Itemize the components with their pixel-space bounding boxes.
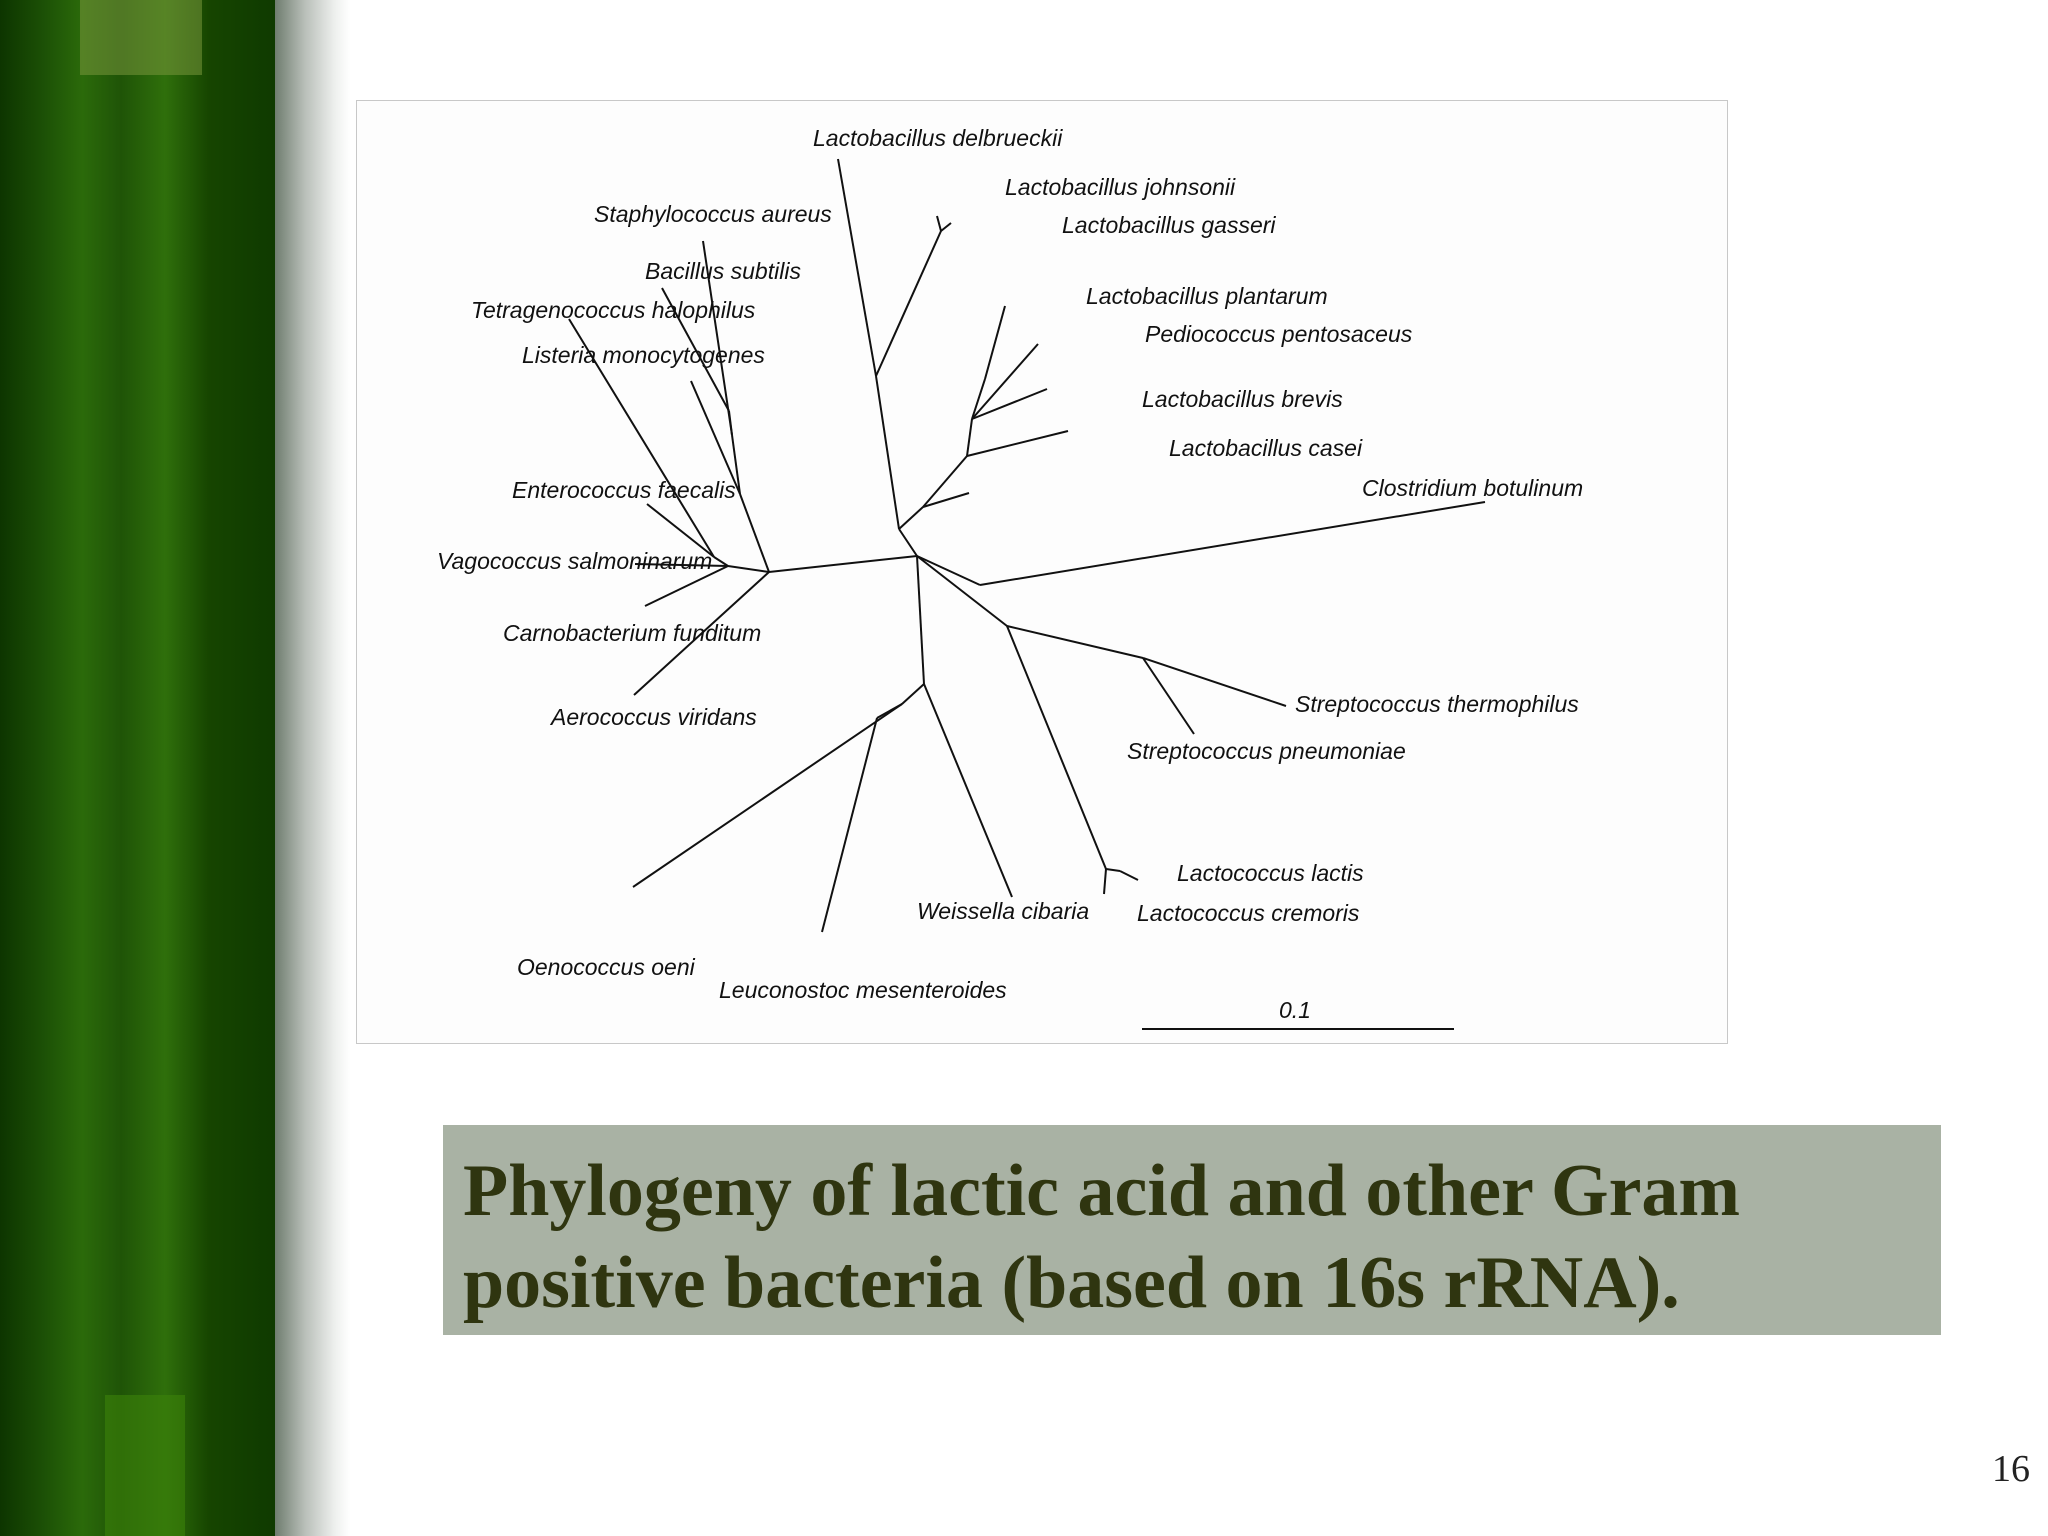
taxon-label: Lactobacillus brevis [1142, 386, 1343, 412]
branch [1007, 626, 1106, 869]
branch [924, 684, 1012, 897]
phylogenetic-tree-svg [357, 101, 1727, 1043]
taxon-label: Lactobacillus johnsonii [1005, 174, 1236, 200]
taxon-label: Staphylococcus aureus [594, 201, 832, 227]
branch [838, 159, 876, 376]
taxon-label: Leuconostoc mesenteroides [719, 977, 1007, 1003]
branch [937, 216, 941, 231]
branch [899, 529, 917, 556]
taxon-label: Listeria monocytogenes [522, 342, 765, 368]
taxon-label: Streptococcus thermophilus [1295, 691, 1579, 717]
branch [902, 684, 924, 704]
taxon-label: Clostridium botulinum [1362, 475, 1584, 501]
branch [917, 556, 1007, 626]
taxon-label: Vagococcus salmoninarum [437, 548, 713, 574]
slide-caption: Phylogeny of lactic acid and other Gram positive bacteria (based on 16s rRNA). [463, 1150, 1741, 1324]
branch [728, 566, 769, 572]
branch [714, 557, 728, 566]
taxon-label: Lactobacillus casei [1169, 435, 1363, 461]
taxon-label: Tetragenococcus halophilus [471, 297, 756, 323]
taxon-label: Carnobacterium funditum [503, 620, 762, 646]
branch [967, 431, 1068, 456]
taxon-label: Lactobacillus plantarum [1086, 283, 1328, 309]
branch [980, 502, 1485, 585]
decorative-shadow-gradient [275, 0, 350, 1536]
caption-box [443, 1125, 1941, 1335]
branch [740, 494, 769, 572]
branch [633, 704, 902, 887]
taxon-label: Lactococcus cremoris [1137, 900, 1360, 926]
branch [917, 556, 924, 684]
scale-bar [1142, 997, 1454, 1029]
branch [972, 344, 1038, 419]
taxon-label: Pediococcus pentosaceus [1145, 321, 1413, 347]
taxon-label: Lactobacillus gasseri [1062, 212, 1276, 238]
page-number: 16 [1992, 1448, 2030, 1490]
decorative-green-stripes [0, 0, 275, 1536]
branch [972, 389, 1047, 419]
scale-bar-label: 0.1 [1279, 997, 1311, 1023]
branch [985, 306, 1005, 379]
taxon-labels [437, 125, 1583, 1003]
branch [1106, 869, 1120, 871]
taxon-label: Lactobacillus delbrueckii [813, 125, 1063, 151]
phylogenetic-tree-figure [356, 100, 1728, 1044]
taxon-label: Bacillus subtilis [645, 258, 801, 284]
taxon-label: Oenococcus oeni [517, 954, 695, 980]
branch [876, 231, 941, 376]
branch [967, 419, 972, 456]
decorative-stripe-accent-bottom [105, 1395, 185, 1536]
taxon-label: Lactococcus lactis [1177, 860, 1364, 886]
branch [1143, 658, 1194, 734]
taxon-label: Weissella cibaria [917, 898, 1090, 924]
branch [876, 376, 899, 529]
branch [877, 704, 902, 718]
taxon-label: Enterococcus faecalis [512, 477, 736, 503]
taxon-label: Streptococcus pneumoniae [1127, 738, 1406, 764]
taxon-label: Aerococcus viridans [551, 704, 757, 730]
branch [1143, 658, 1286, 706]
branch [941, 223, 951, 231]
branch [1120, 871, 1138, 880]
branch [822, 718, 877, 932]
branch [899, 507, 923, 529]
branch [1104, 869, 1106, 894]
branch [769, 556, 917, 572]
branch [1007, 626, 1143, 658]
decorative-stripe-accent-top [80, 0, 202, 75]
